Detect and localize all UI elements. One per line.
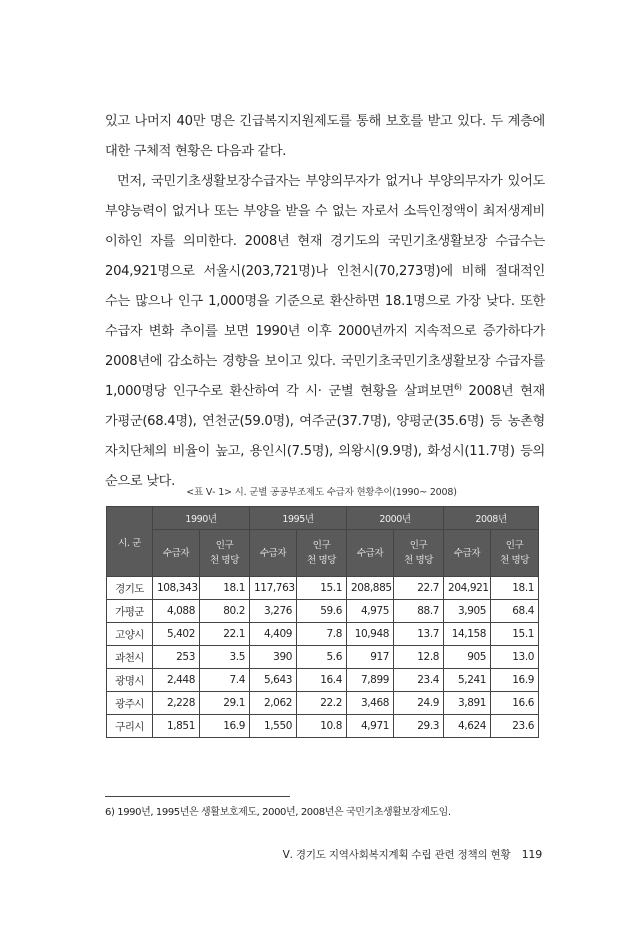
- per-thousand-cell: 5.6: [297, 646, 347, 669]
- per-thousand-cell: 23.6: [491, 715, 539, 738]
- recipients-cell: 14,158: [444, 623, 491, 646]
- recipients-cell: 3,891: [444, 692, 491, 715]
- per-thousand-cell: 16.9: [200, 715, 250, 738]
- per-thousand-cell: 7.4: [200, 669, 250, 692]
- footnote: 6) 1990년, 1995년은 생활보호제도, 2000년, 2008년은 국민기초생활보장제도임.: [105, 807, 451, 818]
- table-row: [107, 669, 539, 692]
- recipients-cell: 253: [153, 646, 200, 669]
- sub-header-row: [107, 530, 539, 577]
- recipients-cell: 1,550: [250, 715, 297, 738]
- per-thousand-cell: 18.1: [200, 577, 250, 600]
- recipients-cell: 108,343: [153, 577, 200, 600]
- footnote-reference: 6): [454, 382, 462, 392]
- per-thousand-cell: 12.8: [394, 646, 444, 669]
- recipients-cell: 1,851: [153, 715, 200, 738]
- recipients-cell: 4,975: [347, 600, 394, 623]
- per-thousand-line-2: 천 명당: [500, 555, 530, 566]
- paragraph-2-part-a: 먼저, 국민기초생활보장수급자는 부양의무자가 없거나 부양의무자가 있어도 부양능력이 없거나 또는 부양을 받을 수 없는 자로서 소득인정액이 최저생계비 이하인 자를 의미한다. 2008년 현재 경기도의 국민기초생활보장 수급수는 204,921명으로 서울시(203,721명)나 인천시(70,273명)에 비해 절대적인 수는 많으나 인구 1,000명을 기준으로 환산하면 18.1명으로 가장 낮다. 또한 수급자 변화 추이를 보면 1990년 이후 2000년까지 지속적으로 증가하다가 2008년에 감소하는 경향을 보이고 있다. 국민기초국민기초생활보장 수급자를 1,000명당 인구수로 환산하여 각 시· 군별 현황을 살펴보면: [105, 174, 545, 400]
- recipients-cell: 117,763: [250, 577, 297, 600]
- per-thousand-cell: 59.6: [297, 600, 347, 623]
- table-body: [107, 577, 539, 738]
- page-number: 119: [521, 848, 542, 861]
- per-thousand-cell: 29.3: [394, 715, 444, 738]
- table-row: [107, 646, 539, 669]
- table-row: [107, 577, 539, 600]
- recipients-cell: 917: [347, 646, 394, 669]
- chapter-title: Ⅴ. 경기도 지역사회복지계획 수립 관련 정책의 현황: [282, 849, 511, 861]
- per-thousand-cell: 16.4: [297, 669, 347, 692]
- per-thousand-cell: 15.1: [491, 623, 539, 646]
- per-thousand-line-1: 인구: [505, 540, 524, 551]
- paragraph-2-part-b: 2008년 현재 가평군(68.4명), 연천군(59.0명), 여주군(37.7명), 양평군(35.6명) 등 농촌형 자치단체의 비율이 높고, 용인시(7.5명), 의왕시(9.9명), 화성시(11.7명) 등의 순으로 낮다.: [105, 384, 545, 490]
- per-thousand-cell: 16.9: [491, 669, 539, 692]
- recipients-cell: 4,624: [444, 715, 491, 738]
- recipients-subheader: 수급자: [347, 530, 394, 577]
- recipients-cell: 3,468: [347, 692, 394, 715]
- recipients-subheader: 수급자: [250, 530, 297, 577]
- per-thousand-cell: 16.6: [491, 692, 539, 715]
- recipients-cell: 7,899: [347, 669, 394, 692]
- body-paragraph-2: [105, 167, 545, 497]
- per-thousand-line-2: 천 명당: [210, 555, 239, 566]
- per-thousand-cell: 18.1: [491, 577, 539, 600]
- recipients-cell: 5,643: [250, 669, 297, 692]
- per-thousand-subheader: [394, 530, 444, 577]
- recipients-cell: 3,905: [444, 600, 491, 623]
- recipients-cell: 905: [444, 646, 491, 669]
- recipients-table: [106, 506, 539, 738]
- per-thousand-cell: 7.8: [297, 623, 347, 646]
- table-row: [107, 692, 539, 715]
- per-thousand-cell: 13.7: [394, 623, 444, 646]
- year-header-1990: 1990년: [153, 507, 250, 530]
- table-row: [107, 715, 539, 738]
- recipients-cell: 2,448: [153, 669, 200, 692]
- footnote-divider: [105, 796, 290, 797]
- recipients-cell: 2,228: [153, 692, 200, 715]
- per-thousand-cell: 23.4: [394, 669, 444, 692]
- per-thousand-line-2: 천 명당: [307, 555, 336, 566]
- year-header-2008: 2008년: [444, 507, 539, 530]
- recipients-cell: 10,948: [347, 623, 394, 646]
- recipients-cell: 3,276: [250, 600, 297, 623]
- per-thousand-subheader: [200, 530, 250, 577]
- region-name-cell: 고양시: [107, 623, 153, 646]
- recipients-cell: 208,885: [347, 577, 394, 600]
- per-thousand-cell: 22.7: [394, 577, 444, 600]
- per-thousand-line-1: 인구: [409, 540, 428, 551]
- per-thousand-cell: 24.9: [394, 692, 444, 715]
- per-thousand-cell: 29.1: [200, 692, 250, 715]
- recipients-subheader: 수급자: [153, 530, 200, 577]
- recipients-cell: 5,402: [153, 623, 200, 646]
- recipients-cell: 390: [250, 646, 297, 669]
- recipients-subheader: 수급자: [444, 530, 491, 577]
- running-footer: [283, 847, 542, 862]
- recipients-cell: 4,409: [250, 623, 297, 646]
- region-name-cell: 경기도: [107, 577, 153, 600]
- per-thousand-line-2: 천 명당: [404, 555, 434, 566]
- recipients-cell: 4,088: [153, 600, 200, 623]
- region-name-cell: 광주시: [107, 692, 153, 715]
- body-paragraph-1: 있고 나머지 40만 명은 긴급복지지원제도를 통해 보호를 받고 있다. 두 계층에 대한 구체적 현황은 다음과 같다.: [105, 114, 545, 160]
- table-caption: <표 Ⅴ- 1> 시. 군별 공공부조제도 수급자 현황추이(1990~ 2008): [186, 487, 457, 498]
- per-thousand-cell: 10.8: [297, 715, 347, 738]
- per-thousand-cell: 68.4: [491, 600, 539, 623]
- per-thousand-subheader: [491, 530, 539, 577]
- per-thousand-line-1: 인구: [215, 540, 234, 551]
- region-name-cell: 가평군: [107, 600, 153, 623]
- per-thousand-cell: 13.0: [491, 646, 539, 669]
- per-thousand-cell: 88.7: [394, 600, 444, 623]
- per-thousand-cell: 22.2: [297, 692, 347, 715]
- per-thousand-cell: 80.2: [200, 600, 250, 623]
- table-row: [107, 623, 539, 646]
- region-name-cell: 과천시: [107, 646, 153, 669]
- table-row: [107, 600, 539, 623]
- year-header-2000: 2000년: [347, 507, 444, 530]
- per-thousand-cell: 22.1: [200, 623, 250, 646]
- per-thousand-line-1: 인구: [312, 540, 331, 551]
- recipients-cell: 2,062: [250, 692, 297, 715]
- per-thousand-cell: 15.1: [297, 577, 347, 600]
- year-header-1995: 1995년: [250, 507, 347, 530]
- per-thousand-cell: 3.5: [200, 646, 250, 669]
- recipients-cell: 4,971: [347, 715, 394, 738]
- region-name-cell: 구리시: [107, 715, 153, 738]
- per-thousand-subheader: [297, 530, 347, 577]
- region-name-cell: 광명시: [107, 669, 153, 692]
- recipients-cell: 5,241: [444, 669, 491, 692]
- recipients-cell: 204,921: [444, 577, 491, 600]
- region-column-header: 시. 군: [107, 507, 153, 577]
